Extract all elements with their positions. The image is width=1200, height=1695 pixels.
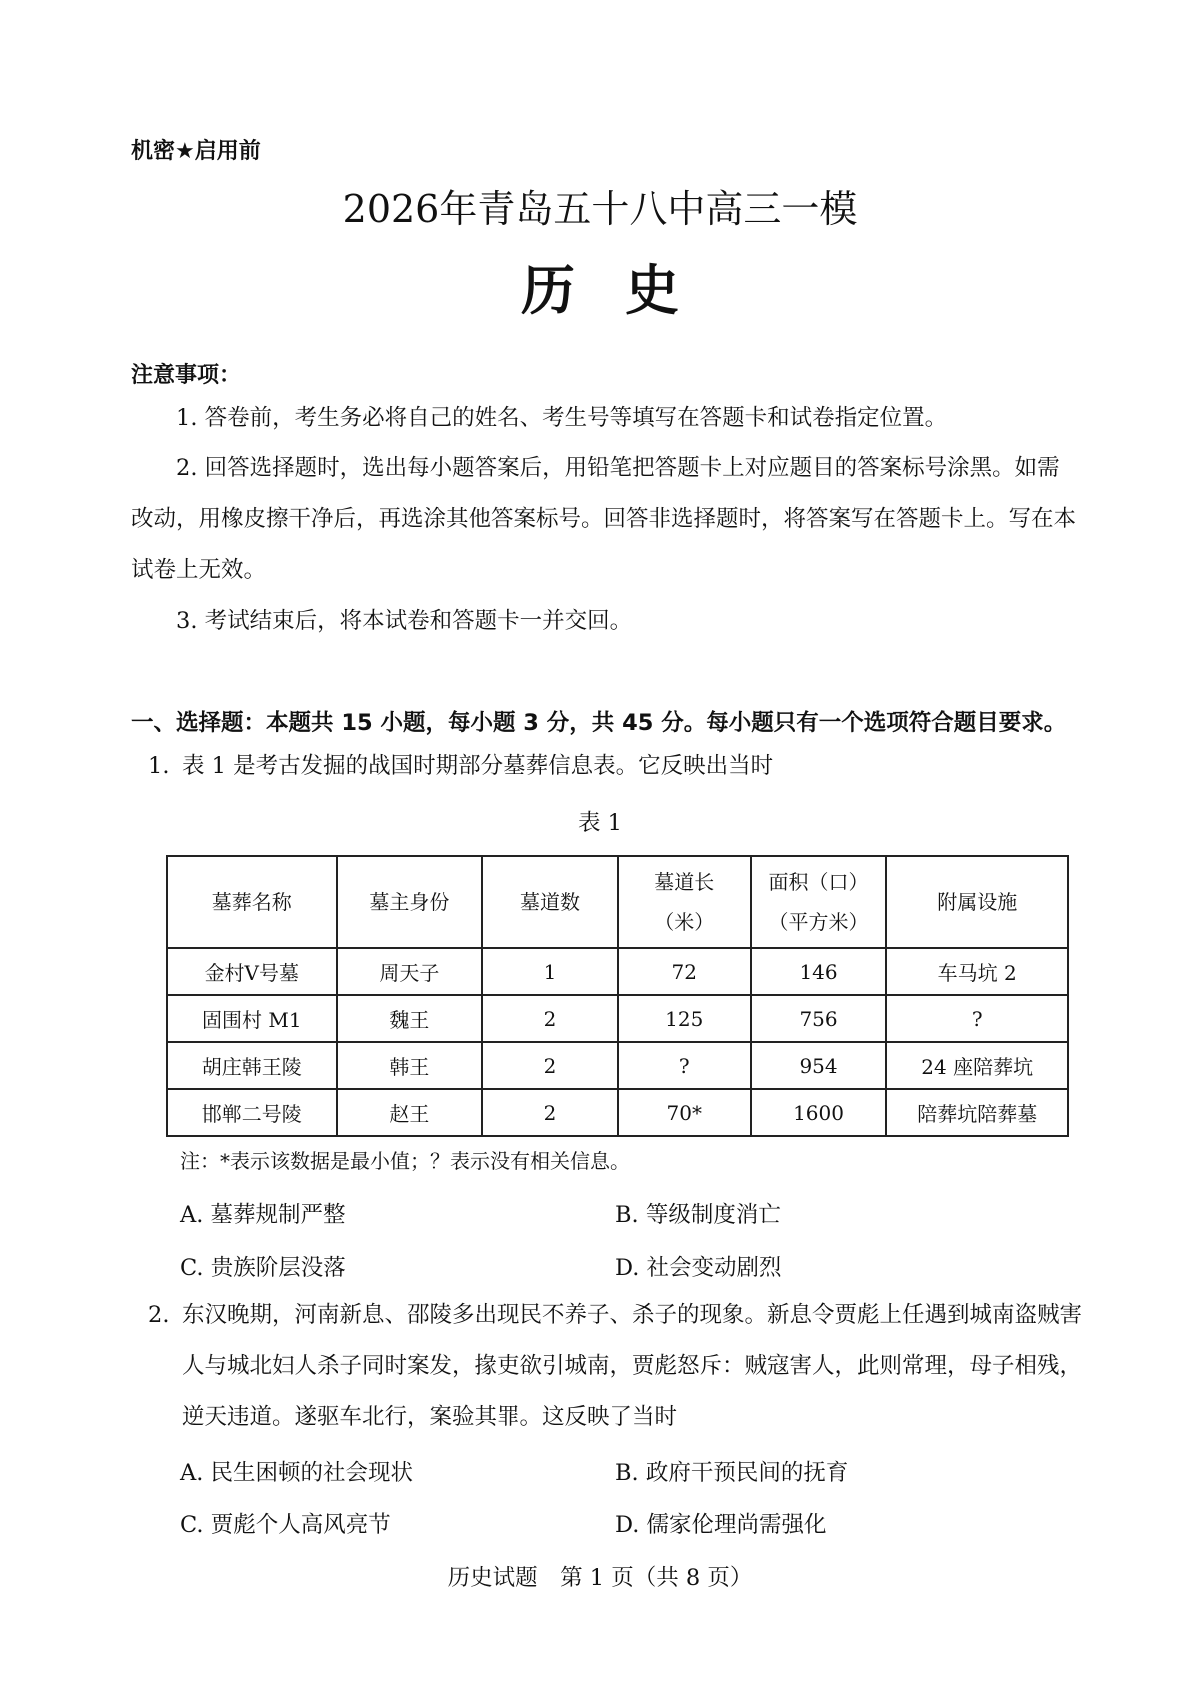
- table-cell: 韩王: [337, 1042, 483, 1089]
- secret-mark: 机密★启用前: [131, 139, 261, 164]
- table-cell: 固围村 M1: [167, 995, 337, 1042]
- table-cell: 赵王: [337, 1089, 483, 1136]
- table-cell: ?: [886, 995, 1068, 1042]
- table-cell: 1600: [751, 1089, 887, 1136]
- tomb-info-table: [166, 855, 1069, 1137]
- table-cell: 72: [618, 948, 751, 995]
- header-line: 墓道长: [654, 870, 715, 894]
- header-cell: [618, 856, 751, 948]
- notice-heading: 注意事项：: [131, 363, 242, 388]
- q2-option-a: A. 民生困顿的社会现状: [180, 1460, 414, 1486]
- table-row: [167, 948, 1068, 995]
- q2-option-b: B. 政府干预民间的抚育: [615, 1460, 849, 1486]
- table-cell: 魏王: [337, 995, 483, 1042]
- section-heading: 一、选择题：本题共 15 小题，每小题 3 分，共 45 分。每小题只有一个选项符合题目要求。: [131, 710, 1067, 736]
- table-row: [167, 1089, 1068, 1136]
- q2-stem: 东汉晚期，河南新息、邵陵多出现民不养子、杀子的现象。新息令贾彪上任遇到城南盗贼害人与城北妇人杀子同时案发，掾吏欲引城南，贾彪怒斥：贼寇害人，此则常理，母子相残，逆天违道。遂驱车北行，案验其罪。这反映了当时: [182, 1302, 1083, 1430]
- header-cell: 墓道数: [482, 856, 618, 948]
- q2-option-c: C. 贾彪个人高风亮节: [180, 1512, 391, 1538]
- table-cell: 125: [618, 995, 751, 1042]
- notice-item-1: 1. 答卷前，考生务必将自己的姓名、考生号等填写在答题卡和试卷指定位置。: [176, 405, 948, 431]
- table-cell: 2: [482, 995, 618, 1042]
- exam-title: 2026年青岛五十八中高三一模: [342, 187, 858, 231]
- table-cell: 146: [751, 948, 887, 995]
- table-cell: 2: [482, 1042, 618, 1089]
- table-note: 注：*表示该数据是最小值；？表示没有相关信息。: [180, 1149, 630, 1173]
- table-cell: 756: [751, 995, 887, 1042]
- header-line: （米）: [654, 910, 715, 934]
- table-row: [167, 1042, 1068, 1089]
- header-cell: 墓主身份: [337, 856, 483, 948]
- q1-stem: 表 1 是考古发掘的战国时期部分墓葬信息表。它反映出当时: [182, 753, 774, 779]
- table-cell: 陪葬坑陪葬墓: [886, 1089, 1068, 1136]
- header-cell: [751, 856, 887, 948]
- q1-option-a: A. 墓葬规制严整: [180, 1202, 346, 1228]
- notice-item-2: 2. 回答选择题时，选出每小题答案后，用铅笔把答题卡上对应题目的答案标号涂黑。如需改动，用橡皮擦干净后，再选涂其他答案标号。回答非选择题时，将答案写在答题卡上。写在本试卷上无效。: [131, 455, 1077, 583]
- table-cell: 954: [751, 1042, 887, 1089]
- table-caption: 表 1: [578, 810, 622, 836]
- header-cell: 墓葬名称: [167, 856, 337, 948]
- q1-option-d: D. 社会变动剧烈: [615, 1255, 782, 1281]
- page-footer: 历史试题 第 1 页（共 8 页）: [447, 1565, 753, 1591]
- table-cell: 胡庄韩王陵: [167, 1042, 337, 1089]
- table-header-row: [167, 856, 1068, 948]
- q1-option-c: C. 贵族阶层没落: [180, 1255, 346, 1281]
- table-cell: 周天子: [337, 948, 483, 995]
- table-cell: ?: [618, 1042, 751, 1089]
- q1-option-b: B. 等级制度消亡: [615, 1202, 781, 1228]
- q2-option-d: D. 儒家伦理尚需强化: [615, 1512, 827, 1538]
- table-cell: 2: [482, 1089, 618, 1136]
- q1-number: 1.: [148, 753, 170, 779]
- table-row: [167, 995, 1068, 1042]
- table-cell: 70*: [618, 1089, 751, 1136]
- table-cell: 24 座陪葬坑: [886, 1042, 1068, 1089]
- table-cell: 1: [482, 948, 618, 995]
- notice-item-3: 3. 考试结束后，将本试卷和答题卡一并交回。: [176, 608, 633, 634]
- table-cell: 邯郸二号陵: [167, 1089, 337, 1136]
- table-cell: 金村Ⅴ号墓: [167, 948, 337, 995]
- q2-number: 2.: [148, 1302, 170, 1328]
- header-line: 面积（口）: [768, 870, 869, 894]
- subject-title: 历史: [521, 259, 729, 322]
- header-cell: 附属设施: [886, 856, 1068, 948]
- header-line: （平方米）: [768, 910, 869, 934]
- table-cell: 车马坑 2: [886, 948, 1068, 995]
